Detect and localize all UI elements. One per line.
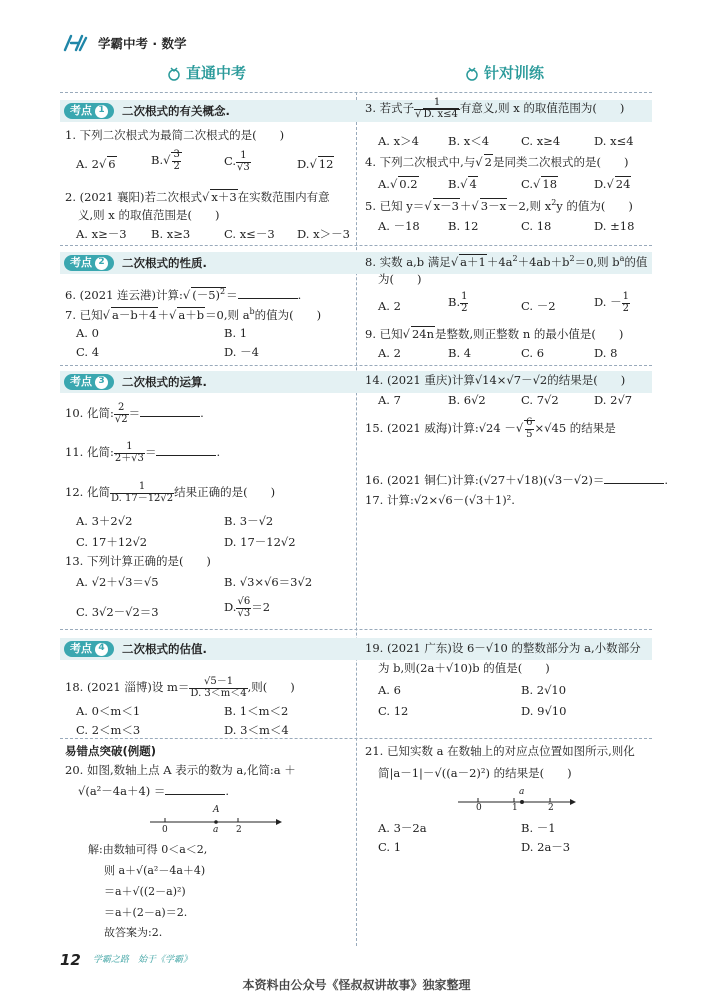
solution-line-2: 则 a＋√(a²－4a＋4): [104, 864, 206, 877]
question-4: 4. 下列二次根式中,与√ 2是同类二次根式的是( ): [365, 155, 629, 169]
question-11: 11. 化简: $\frac{1}{2+√3}$ ＝ .: [65, 441, 221, 464]
question-2-line2: 义,则 x 的取值范围是( ): [78, 208, 220, 222]
question-9: 9. 已知√ 24n是整数,则正整数 n 的最小值是( ): [365, 327, 624, 341]
question-7: 7. 已知√ a－b＋4＋√ a＋b＝0,则 $a^b$的值为( ): [65, 307, 322, 322]
q8-option-b: B. $\frac{1}{2}$: [448, 291, 468, 314]
q1-option-a: A. 2√ 6: [76, 157, 116, 171]
q5-option-d: D. ±18: [594, 219, 635, 233]
medal-icon: [168, 67, 180, 81]
point-label-a: a: [519, 787, 525, 797]
q12-option-b: B. 3－√2: [224, 514, 274, 528]
section-1-header: 考点 1 二次根式的有关概念.: [64, 102, 230, 120]
q3-option-a: A. x＞4: [378, 134, 419, 148]
q18-option-d: D. 3＜m＜4: [224, 723, 289, 737]
column-divider: [356, 92, 357, 946]
question-2: 2. (2021 襄阳)若二次根式√ x＋3在实数范围内有意: [65, 190, 330, 204]
q19-option-d: D. 9√10: [521, 704, 567, 718]
brand-logo: [62, 34, 92, 52]
q14-option-a: A. 7: [378, 393, 401, 407]
q13-option-c: C. 3√2－√2＝3: [76, 605, 159, 619]
q1-option-b: B.√ $\frac{3}{2}$: [151, 149, 180, 172]
q4-option-a: A.√ 0.2: [378, 177, 418, 191]
q5-option-b: B. 12: [448, 219, 479, 233]
q19-option-c: C. 12: [378, 704, 409, 718]
header-title: 学霸中考 · 数学: [98, 36, 187, 51]
tick-label-2: 2: [548, 803, 554, 813]
point-label-a: A: [213, 805, 220, 815]
tick-label-2: 2: [236, 825, 242, 835]
q14-option-c: C. 7√2: [521, 393, 559, 407]
medal-icon: [466, 67, 478, 81]
solution-line-5: 故答案为:2.: [104, 926, 163, 939]
question-10: 10. 化简: $\frac{2}{√2}$ ＝ .: [65, 402, 204, 425]
q18-option-a: A. 0＜m＜1: [76, 704, 141, 718]
q21-option-c: C. 1: [378, 840, 402, 854]
divider: [60, 629, 652, 630]
q8-option-a: A. 2: [378, 299, 401, 313]
q3-option-c: C. x≥4: [521, 134, 561, 148]
source-note: 本资料由公众号《怪叔叔讲故事》独家整理: [242, 978, 471, 992]
solution-line-3: ＝a＋√((2－a)²): [104, 885, 186, 898]
q19-option-b: B. 2√10: [521, 683, 567, 697]
q7-option-b: B. 1: [224, 326, 248, 340]
q12-option-d: D. 17－12√2: [224, 535, 296, 549]
question-3: 3. 若式子 $\frac{1}{√ D. x\le 4}$ 有意义,则 x 的取值范围为( ): [365, 97, 625, 120]
question-5: 5. 已知 y＝√ x－3＋√ 3－x－2,则 $x^2y$ 的值为( ): [365, 198, 633, 213]
question-14: 14. (2021 重庆)计算√14×√7－√2的结果是( ): [365, 373, 626, 387]
section-2-header: 考点 2 二次根式的性质.: [64, 254, 207, 272]
q19-option-a: A. 6: [378, 683, 401, 697]
error-section-title: 易错点突破(例题): [65, 744, 157, 758]
q2-option-c: C. x≤－3: [224, 227, 275, 241]
q13-option-a: A. √2＋√3＝√5: [76, 575, 159, 589]
question-12: 12. 化简 $\frac{1}{D. 17-12√2}$ 结果正确的是( ): [65, 481, 276, 504]
q12-option-c: C. 17＋12√2: [76, 535, 148, 549]
q21-option-a: A. 3－2a: [378, 821, 427, 835]
q21-option-b: B. －1: [521, 821, 556, 835]
q9-option-c: C. 6: [521, 346, 545, 360]
q8-option-c: C. －2: [521, 299, 556, 313]
q14-option-b: B. 6√2: [448, 393, 486, 407]
q12-option-a: A. 3＋2√2: [76, 514, 133, 528]
column-title-left: 直通中考: [186, 64, 247, 82]
question-19: 19. (2021 广东)设 6－√10 的整数部分为 a,小数部分: [365, 641, 641, 655]
question-16: 16. (2021 铜仁)计算:(√27＋√18)(√3－√2)＝ .: [365, 473, 669, 487]
page-number: 12: [60, 951, 81, 969]
q3-option-b: B. x＜4: [448, 134, 490, 148]
q9-option-d: D. 8: [594, 346, 618, 360]
question-20: 20. 如图,数轴上点 A 表示的数为 a,化简:a ＋: [65, 763, 296, 777]
q4-option-c: C.√ 18: [521, 177, 558, 191]
q18-option-b: B. 1＜m＜2: [224, 704, 289, 718]
question-20-line2: √(a²－4a＋4) ＝ .: [78, 784, 230, 798]
question-13: 13. 下列计算正确的是( ): [65, 554, 211, 568]
question-21-line2: 简|a－1|－√((a－2)²) 的结果是( ): [378, 766, 572, 780]
tick-label-0: 0: [162, 825, 168, 835]
q13-option-d: D. $\frac{√6}{√3}$ ＝2: [224, 596, 271, 619]
question-17: 17. 计算:√2×√6－(√3＋1)².: [365, 493, 515, 507]
q8-option-d: D. － $\frac{1}{2}$: [594, 291, 629, 314]
question-8-line2: 为( ): [378, 272, 422, 286]
q7-option-a: A. 0: [76, 326, 99, 340]
q3-option-d: D. x≤4: [594, 134, 634, 148]
question-18: 18. (2021 淄博)设 m＝ $\frac{√5-1}{D. 3<m<4}$ ,则( ): [65, 676, 295, 699]
question-1: 1. 下列二次根式为最简二次根式的是( ): [65, 128, 285, 142]
q9-option-a: A. 2: [378, 346, 401, 360]
question-19-line2: 为 b,则(2a＋√10)b 的值是( ): [378, 661, 550, 675]
q9-option-b: B. 4: [448, 346, 472, 360]
divider: [60, 738, 652, 739]
tick-label-0: 0: [476, 803, 482, 813]
q21-option-d: D. 2a－3: [521, 840, 571, 854]
q2-option-b: B. x≥3: [151, 227, 191, 241]
q18-option-c: C. 2＜m＜3: [76, 723, 141, 737]
q14-option-d: D. 2√7: [594, 393, 633, 407]
tick-label-1: 1: [512, 803, 518, 813]
column-title-right: 针对训练: [484, 64, 545, 82]
footer-slogan: 学霸之路 始于《学霸》: [93, 955, 193, 965]
question-6: 6. (2021 连云港)计算:√ $(-5)^2=$ .: [65, 287, 302, 302]
tick-label-a: a: [213, 825, 219, 835]
q4-option-d: D.√ 24: [594, 177, 631, 191]
section-4-header: 考点 4 二次根式的估值.: [64, 640, 207, 658]
section-3-header: 考点 3 二次根式的运算.: [64, 373, 207, 391]
solution-line-4: ＝a＋(2－a)＝2.: [104, 906, 188, 919]
q5-option-a: A. －18: [378, 219, 420, 233]
q4-option-b: B.√ 4: [448, 177, 477, 191]
q7-option-c: C. 4: [76, 345, 100, 359]
question-8: 8. 实数 a,b 满足√ $a+1+4a^2+4ab+b^2=0$,则 $b^a$的值: [365, 254, 648, 269]
q1-option-d: D.√ 12: [297, 157, 334, 171]
q1-option-c: C. $\frac{1}{√3}$: [224, 150, 250, 173]
q13-option-b: B. √3×√6＝3√2: [224, 575, 313, 589]
q5-option-c: C. 18: [521, 219, 552, 233]
question-21: 21. 已知实数 a 在数轴上的对应点位置如图所示,则化: [365, 744, 635, 758]
q7-option-d: D. －4: [224, 345, 259, 359]
q2-option-a: A. x≥－3: [76, 227, 127, 241]
q2-option-d: D. x＞－3: [297, 227, 350, 241]
solution-line-1: 解:由数轴可得 0＜a＜2,: [88, 843, 208, 856]
divider: [60, 365, 652, 366]
question-15: 15. (2021 威海)计算:√24 －√ $\frac{6}{5}$ ×√45 的结果是: [365, 417, 616, 440]
divider: [60, 245, 652, 246]
